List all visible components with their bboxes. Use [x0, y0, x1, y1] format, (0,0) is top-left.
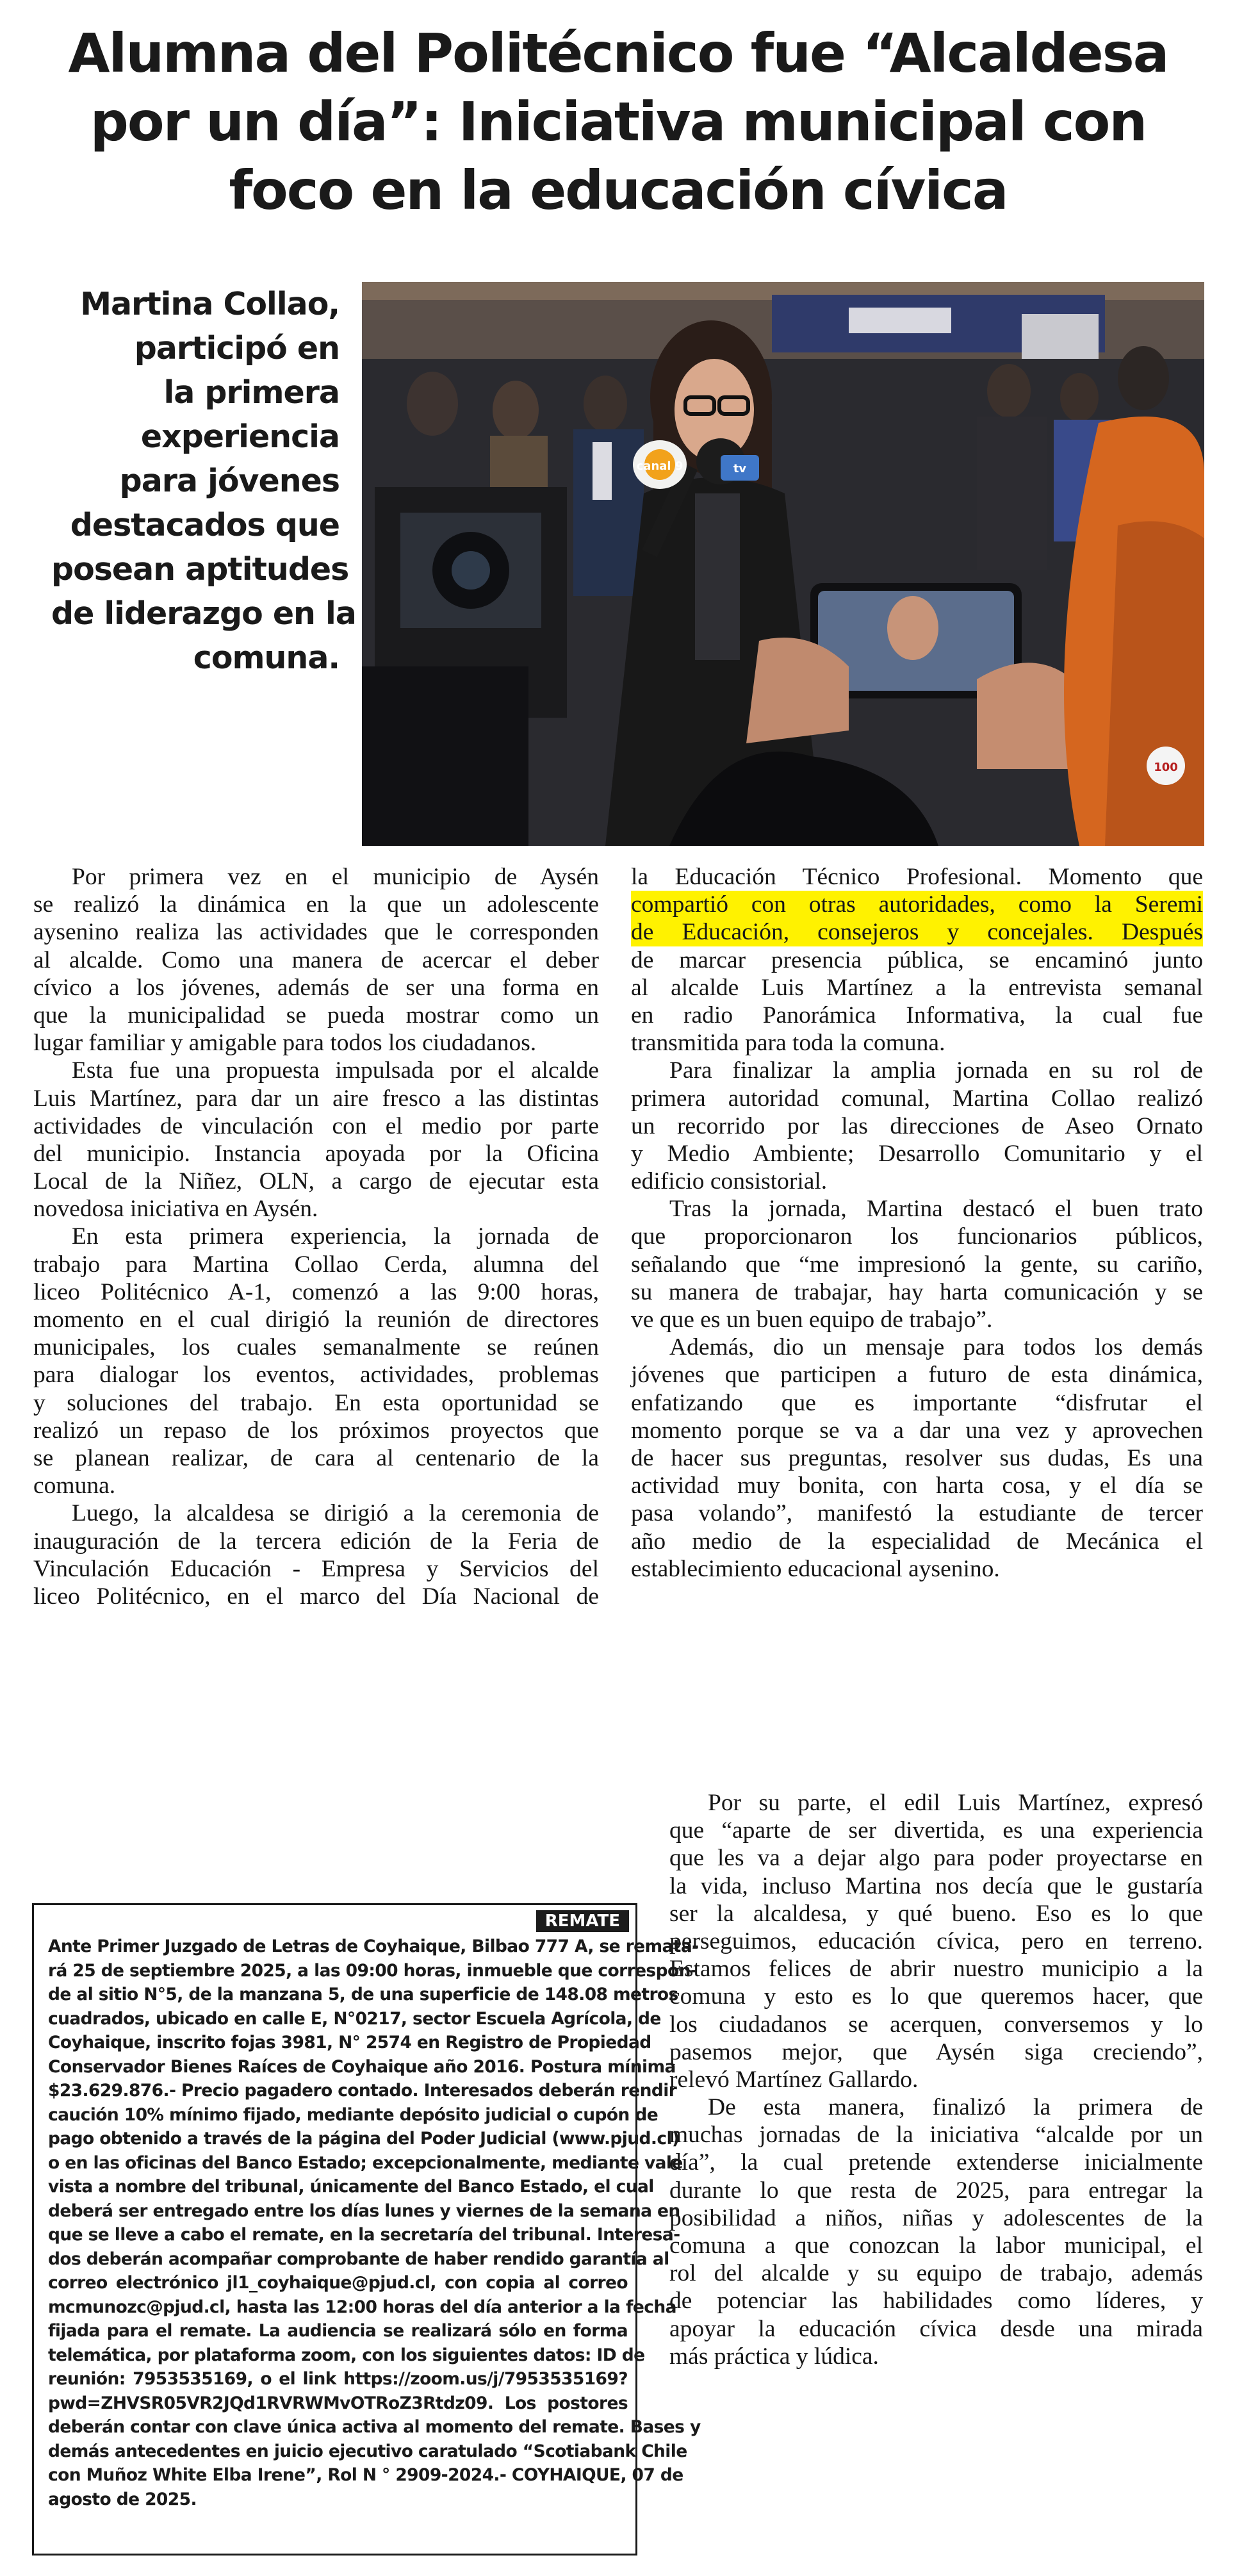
- remate-line: Ante Primer Juzgado de Letras de Coyhaique, Bilbao 777 A, se remata-: [48, 1936, 699, 1956]
- paragraph: [631, 1057, 1203, 1195]
- text-line: comuna y esto es lo que queremos hacer, que: [669, 1983, 1203, 2010]
- remate-line: de al sitio N°5, de la manzana 5, de una superficie de 148.08 metros: [48, 1985, 678, 2004]
- text-line: muchas jornadas de la iniciativa “alcalde por un: [669, 2122, 1203, 2149]
- text-line: ser la alcaldesa, y qué bueno. Eso es lo que: [669, 1900, 1203, 1927]
- text-line: Por su parte, el edil Luis Martínez, expresó: [708, 1790, 1203, 1816]
- text-line: la Educación Técnico Profesional. Momento que: [631, 864, 1203, 890]
- text-line: perseguimos, educación cívica, pero en terreno.: [669, 1928, 1203, 1954]
- lede-line: experiencia: [140, 418, 339, 455]
- text-line: enfatizando que es importante “disfrutar el: [631, 1389, 1203, 1416]
- text-line: del municipio. Instancia apoyada por la Oficina: [33, 1140, 599, 1167]
- headline: [38, 19, 1198, 225]
- text-line: cívico a los jóvenes, además de ser una forma en: [33, 974, 599, 1001]
- text-line: al alcalde Luis Martínez a la entrevista semanal: [631, 974, 1203, 1001]
- paragraph: [631, 863, 1203, 1057]
- text-line: durante lo que resta de 2025, para entregar la: [669, 2177, 1203, 2204]
- text-line: los ciudadanos se acerquen, conversemos y lo: [669, 2011, 1203, 2038]
- news-photo: [362, 282, 1204, 846]
- paragraph: [33, 863, 599, 1057]
- text-line: Por primera vez en el municipio de Aysén: [72, 864, 599, 890]
- remate-line: pago obtenido a través de la página del Poder Judicial (www.pjud.cl): [48, 2129, 680, 2149]
- text-line: Local de la Niñez, OLN, a cargo de ejecutar esta: [33, 1168, 599, 1195]
- remate-tag: REMATE: [536, 1910, 629, 1932]
- highlighted-text-line: de Educación, consejeros y concejales. Después: [631, 919, 1203, 946]
- text-line: inauguración de la tercera edición de la Feria de: [33, 1528, 599, 1555]
- remate-line: fijada para el remate. La audiencia se realizará sólo en forma: [48, 2321, 628, 2341]
- text-line: trabajo para Martina Collao Cerda, alumna del: [33, 1251, 599, 1278]
- text-line: y soluciones del trabajo. En esta oportunidad se: [33, 1389, 599, 1416]
- mic-right-label: tv: [733, 462, 747, 475]
- remate-line: mcmunozc@pjud.cl, hasta las 12:00 horas del día anterior a la fecha: [48, 2297, 676, 2317]
- text-line: lugar familiar y amigable para todos los ciudadanos.: [33, 1030, 537, 1057]
- text-line: se planean realizar, de cara al centenario de la: [33, 1444, 599, 1471]
- text-line: establecimiento educacional aysenino.: [631, 1555, 1000, 1582]
- text-line: comuna a que conozcan la labor municipal, el: [669, 2233, 1203, 2259]
- text-line: que proporcionaron los funcionarios públicos,: [631, 1223, 1203, 1250]
- lede: [51, 282, 356, 680]
- text-line: y Medio Ambiente; Desarrollo Comunitario y el: [631, 1140, 1203, 1167]
- text-line: edificio consistorial.: [631, 1168, 828, 1195]
- text-line: que les va a dejar algo para poder proyectarse en: [669, 1845, 1203, 1872]
- text-line: en radio Panorámica Informativa, la cual fue: [631, 1002, 1203, 1028]
- lede-line: la primera: [163, 374, 339, 411]
- remate-line: reunión: 7953535169, o el link https://zoom.us/j/7953535169?: [48, 2369, 628, 2389]
- remate-line: $23.629.876.- Precio pagadero contado. Interesados deberán rendir: [48, 2081, 677, 2101]
- photo-watermark: 100: [1154, 761, 1178, 774]
- text-line: actividad muy bonita, con harta cosa, y el día se: [631, 1473, 1203, 1499]
- paragraph: [33, 1057, 599, 1223]
- article-column-2: [631, 863, 1203, 1583]
- paragraph: [631, 1333, 1203, 1583]
- text-line: su manera de trabajar, hay harta comunicación y se: [631, 1278, 1203, 1305]
- remate-line: dos deberán acompañar comprobante de haber rendido garantía al: [48, 2249, 669, 2269]
- article-column-1: [33, 863, 599, 1610]
- text-line: se realizó la dinámica en la que un adolescente: [33, 891, 599, 918]
- text-line: En esta primera experiencia, la jornada de: [72, 1223, 599, 1250]
- remate-line: rá 25 de septiembre 2025, a las 09:00 horas, inmueble que correspon-: [48, 1960, 698, 1981]
- remate-line: telemática, por plataforma zoom, con los siguientes datos: ID de: [48, 2345, 645, 2365]
- text-line: que “aparte de ser divertida, es una experiencia: [669, 1817, 1203, 1844]
- text-line: transmitida para toda la comuna.: [631, 1030, 945, 1057]
- paragraph: [33, 1499, 599, 1610]
- text-line: Vinculación Educación - Empresa y Servicios del: [33, 1555, 599, 1582]
- remate-line: Coyhaique, inscrito fojas 3981, N° 2574 en Registro de Propiedad: [48, 2033, 651, 2052]
- text-line: año medio de la especialidad de Mecánica el: [631, 1528, 1203, 1555]
- lede-line: participó en: [134, 330, 339, 367]
- text-line: Esta fue una propuesta impulsada por el alcalde: [72, 1057, 599, 1084]
- remate-line: Conservador Bienes Raíces de Coyhaique año 2016. Postura mínima: [48, 2056, 676, 2077]
- text-line: un recorrido por las direcciones de Aseo Ornato: [631, 1112, 1203, 1139]
- legal-notice-remate: [32, 1903, 701, 2555]
- mic-left-label: canal 9: [636, 459, 683, 473]
- remate-line: pwd=ZHVSR05VR2JQd1RVRWMvOTRoZ3Rtdz09. Los postores: [48, 2393, 628, 2413]
- remate-line: deberá ser entregado entre los días lunes y viernes de la semana en: [48, 2200, 680, 2221]
- text-line: jóvenes que participen a futuro de esta dinámica,: [631, 1362, 1203, 1389]
- text-line: municipales, los cuales semanalmente se reúnen: [33, 1334, 599, 1361]
- remate-line: que se lleve a cabo el remate, en la secretaría del tribunal. Interesa-: [48, 2225, 680, 2245]
- text-line: de marcar presencia pública, se encaminó junto: [631, 946, 1203, 973]
- paragraph: [33, 1223, 599, 1499]
- text-line: para dialogar los eventos, actividades, problemas: [33, 1362, 599, 1389]
- text-line: al alcalde. Como una manera de acercar el deber: [33, 946, 599, 973]
- text-line: relevó Martínez Gallardo.: [669, 2066, 919, 2093]
- remate-line: demás antecedentes en juicio ejecutivo caratulado “Scotiabank Chile: [48, 2441, 687, 2461]
- text-line: momento en el cual dirigió la reunión de directores: [33, 1307, 599, 1333]
- remate-line: vista a nombre del tribunal, únicamente del Banco Estado, el cual: [48, 2177, 654, 2197]
- text-line: posibilidad a niños, niñas y adolescentes de la: [669, 2204, 1203, 2231]
- text-line: realizó un repaso de los próximos proyectos que: [33, 1417, 599, 1444]
- remate-line: agosto de 2025.: [48, 2489, 197, 2509]
- text-line: momento porque se va a dar una vez y aprovechen: [631, 1417, 1203, 1444]
- remate-line: o en las oficinas del Banco Estado; excepcionalmente, mediante vale: [48, 2152, 683, 2173]
- text-line: más práctica y lúdica.: [669, 2343, 879, 2370]
- text-line: apoyar la educación cívica desde una mirada: [669, 2315, 1203, 2342]
- text-line: la vida, incluso Martina nos decía que le gustaría: [669, 1872, 1203, 1899]
- text-line: Tras la jornada, Martina destacó el buen trato: [669, 1196, 1203, 1223]
- paragraph: [669, 2093, 1203, 2370]
- text-line: De esta manera, finalizó la primera de: [708, 2094, 1203, 2121]
- headline-line: Alumna del Politécnico fue “Alcaldesa: [68, 22, 1168, 85]
- remate-text: [48, 1935, 701, 2511]
- text-line: primera autoridad comunal, Martina Collao realizó: [631, 1085, 1203, 1112]
- text-line: Estamos felices de abrir nuestro municipio a la: [669, 1956, 1203, 1983]
- text-line: ve que es un buen equipo de trabajo”.: [631, 1307, 993, 1333]
- headline-line: por un día”: Iniciativa municipal con: [90, 90, 1147, 153]
- remate-line: cuadrados, ubicado en calle E, N°0217, sector Escuela Agrícola, de: [48, 2008, 661, 2029]
- text-line: pasemos mejor, que Aysén siga creciendo”,: [669, 2038, 1203, 2065]
- text-line: Además, dio un mensaje para todos los demás: [669, 1334, 1203, 1361]
- news-photo-illustration: [362, 282, 1204, 846]
- text-line: Luis Martínez, para dar un aire fresco a las distintas: [33, 1085, 599, 1112]
- lede-line: para jóvenes: [119, 463, 339, 499]
- headline-line: foco en la educación cívica: [229, 159, 1008, 222]
- lede-line: posean aptitudes: [51, 551, 349, 588]
- remate-line: correo electrónico jl1_coyhaique@pjud.cl, con copia al correo: [48, 2273, 628, 2293]
- text-line: aysenino realiza las actividades que le corresponden: [33, 919, 599, 946]
- paragraph: [631, 1195, 1203, 1333]
- text-line: de hacer sus preguntas, resolver sus dudas, Es una: [631, 1444, 1203, 1471]
- article-column-3: [669, 1789, 1203, 2370]
- lede-line: comuna.: [193, 640, 339, 676]
- text-line: señalando que “me impresionó la gente, su cariño,: [631, 1251, 1203, 1278]
- remate-line: deberán contar con clave única activa al momento del remate. Bases y: [48, 2417, 701, 2437]
- text-line: liceo Politécnico, en el marco del Día Nacional de: [33, 1583, 599, 1610]
- text-line: de potenciar las habilidades como líderes, y: [669, 2288, 1203, 2315]
- remate-line: caución 10% mínimo fijado, mediante depósito judicial o cupón de: [48, 2104, 658, 2125]
- text-line: pasa volando”, manifestó la estudiante de tercer: [631, 1500, 1203, 1527]
- lede-line: de liderazgo en la: [51, 595, 356, 632]
- text-line: día”, la cual pretende extenderse inicialmente: [669, 2149, 1203, 2176]
- text-line: actividades de vinculación con el medio por parte: [33, 1112, 599, 1139]
- lede-line: Martina Collao,: [80, 286, 339, 322]
- text-line: liceo Politécnico A-1, comenzó a las 9:00 horas,: [33, 1278, 599, 1305]
- text-line: novedosa iniciativa en Aysén.: [33, 1196, 318, 1223]
- text-line: comuna.: [33, 1473, 116, 1499]
- text-line: Para finalizar la amplia jornada en su rol de: [669, 1057, 1203, 1084]
- remate-line: con Muñoz White Elba Irene”, Rol N ° 2909-2024.- COYHAIQUE, 07 de: [48, 2465, 683, 2485]
- lede-line: destacados que: [70, 507, 339, 543]
- text-line: Luego, la alcaldesa se dirigió a la ceremonia de: [72, 1500, 599, 1527]
- highlighted-text-line: compartió con otras autoridades, como la Seremi: [631, 891, 1203, 918]
- text-line: rol del alcalde y su equipo de trabajo, además: [669, 2260, 1203, 2287]
- text-line: que la municipalidad se pueda mostrar como un: [33, 1002, 599, 1028]
- paragraph: [669, 1789, 1203, 2093]
